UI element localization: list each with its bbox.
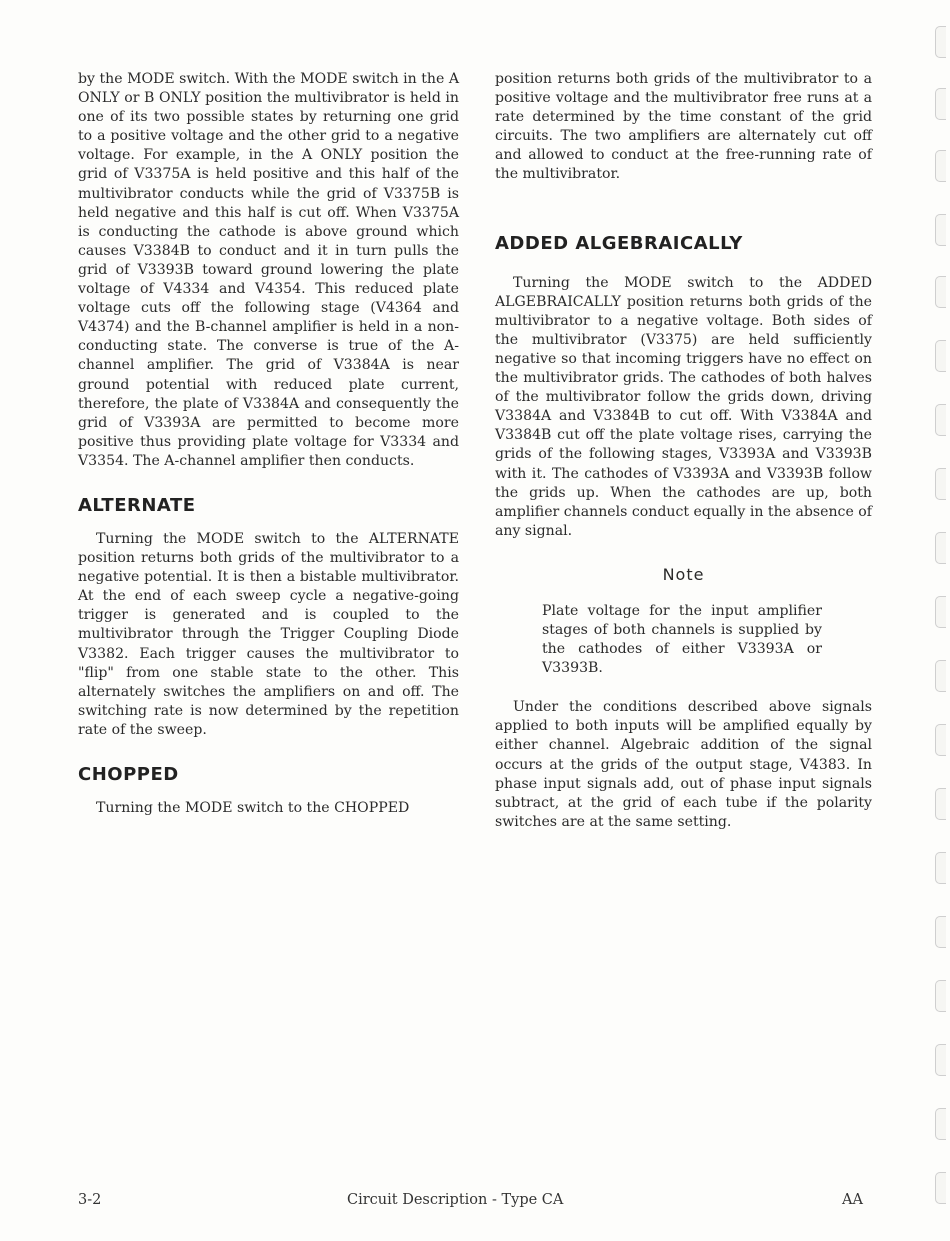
left-column [78, 70, 459, 818]
binder-tab [935, 1044, 946, 1076]
binder-tab [935, 596, 946, 628]
added-algebraically-heading: ADDED ALGEBRAICALLY [495, 232, 743, 254]
footer-title: Circuit Description - Type CA [347, 1192, 564, 1208]
chopped-continued-paragraph: position returns both grids of the multivibrator to a positive voltage and the multivibrator free runs at a rate determined by the time constant of the grid circuits. The two amplifiers are alternately cut off and allowed to conduct at the free-running rate of the multivibrator. [495, 71, 872, 183]
chopped-paragraph: Turning the MODE switch to the CHOPPED [96, 800, 410, 816]
binder-tab [935, 788, 946, 820]
intro-paragraph: by the MODE switch. With the MODE switch in the A ONLY or B ONLY position the multivibrator is held in one of its two possible states by returning one grid to a positive voltage and the other grid to a negative voltage. For example, in the A ONLY position the grid of V3375A is held positive and this half of the multivibrator conducts while the grid of V3375B is held negative and this half is cut off. When V3375A is conducting the cathode is above ground which causes V3384B to conduct and it in turn pulls the grid of V3393B toward ground lowering the plate voltage of V4334 and V4354. This reduced plate voltage cuts off the following stage (V4364 and V4374) and the B-channel amplifier is held in a non-conducting state. The converse is true of the A-channel amplifier. The grid of V3384A is near ground potential with reduced plate current, therefore, the plate of V3384A and consequently the grid of V3393A are permitted to become more positive thus providing plate voltage for V3334 and V3354. The A-channel amplifier then conducts. [78, 71, 459, 469]
note-body: Plate voltage for the input amplifier stages of both channels is supplied by the cathodes of either V3393A or V3393B. [542, 602, 822, 677]
binder-tab [935, 852, 946, 884]
revision-code: AA [842, 1192, 863, 1208]
binder-tab [935, 1108, 946, 1140]
right-column [495, 70, 872, 832]
binder-tab [935, 724, 946, 756]
note-title: Note [662, 564, 705, 584]
binder-tab [935, 916, 946, 948]
binder-tab [935, 404, 946, 436]
binder-tab [935, 468, 946, 500]
page-number: 3-2 [78, 1192, 102, 1208]
binder-tab [935, 980, 946, 1012]
alternate-heading: ALTERNATE [78, 494, 196, 516]
binder-tab [935, 660, 946, 692]
binder-tab [935, 1172, 946, 1204]
binder-tab [935, 276, 946, 308]
binder-tab [935, 532, 946, 564]
binder-tab [935, 150, 946, 182]
alternate-paragraph: Turning the MODE switch to the ALTERNATE position returns both grids of the multivibrator to a negative potential. It is then a bistable multivibrator. At the end of each sweep cycle a negative-going trigger is generated and is coupled to the multivibrator through the Trigger Coupling Diode V3382. Each trigger causes the multivibrator to "flip" from one stable state to the other. This alternately switches the amplifiers on and off. The switching rate is now determined by the repetition rate of the sweep. [78, 530, 459, 738]
binder-tab [935, 214, 946, 246]
final-paragraph: Under the conditions described above signals applied to both inputs will be amplified equally by either channel. Algebraic addition of the signal occurs at the grids of the output stage, V4383. In phase input signals add, out of phase input signals subtract, at the grid of each tube if the polarity switches are at the same setting. [495, 699, 872, 830]
binder-tab [935, 88, 946, 120]
chopped-heading: CHOPPED [78, 764, 179, 785]
added-algebraically-paragraph: Turning the MODE switch to the ADDED ALGEBRAICALLY position returns both grids of the multivibrator to a negative voltage. Both sides of the multivibrator (V3375) are held sufficiently negative so that incoming triggers have no effect on the multivibrator grids. The cathodes of both halves of the multivibrator follow the grids down, driving V3384A and V3384B to cut off. With V3384A and V3384B cut off the plate voltage rises, carrying the grids of the following stages, V3393A and V3393B with it. The cathodes of V3393A and V3393B follow the grids up. When the cathodes are up, both amplifier channels conduct equally in the absence of any signal. [495, 274, 872, 539]
binder-tab [935, 340, 946, 372]
binder-tab [935, 26, 946, 58]
